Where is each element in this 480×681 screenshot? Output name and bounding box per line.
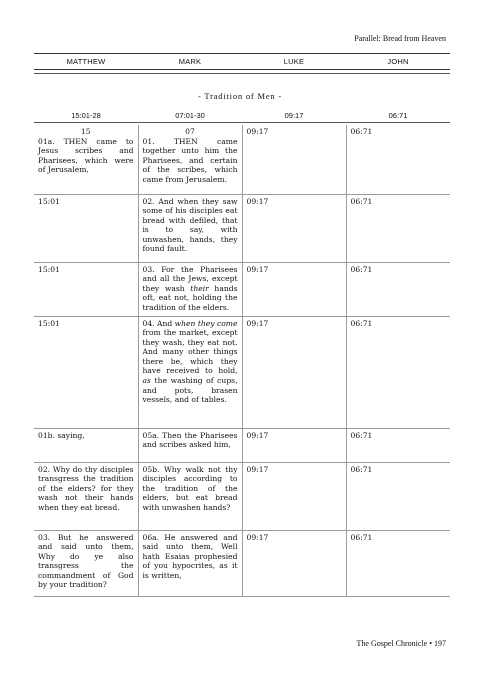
- luke-cell: 09:17: [242, 194, 346, 262]
- table-row: [34, 125, 450, 194]
- verse-text-italic: when they come: [174, 318, 238, 328]
- john-cell: 06:71: [346, 125, 450, 194]
- gospel-mark: MARK: [178, 57, 202, 66]
- table-row: [34, 530, 450, 596]
- verse-text: from the market, except they wash, they eat not. And many other things there be, which they have received to hold,: [142, 328, 238, 376]
- luke-cell: 09:17: [242, 125, 346, 194]
- john-cell: 06:71: [346, 530, 450, 596]
- ref-matthew: 15:01-28: [71, 111, 101, 120]
- matthew-cell: 01b. saying,: [34, 428, 138, 462]
- matthew-cell: 15:01: [34, 316, 138, 428]
- verse-text: 04. And: [142, 318, 175, 328]
- gospel-header-row: [34, 53, 450, 70]
- mark-cell: [138, 262, 242, 316]
- ref-luke: 09:17: [284, 111, 304, 120]
- ref-john: 06:71: [388, 111, 408, 120]
- luke-cell: 09:17: [242, 530, 346, 596]
- mark-cell: 02. And when they saw some of his disciples eat bread with defiled, that is to say, with unwashen, hands, they found fault.: [138, 194, 242, 262]
- matthew-cell: 15:01: [34, 194, 138, 262]
- luke-cell: 09:17: [242, 262, 346, 316]
- reference-row: [34, 110, 450, 123]
- table-row: [34, 462, 450, 530]
- verse-text: 01. THEN came together unto him the Pharisees, and certain of the scribes, which came from Jerusalem.: [142, 136, 238, 184]
- chapter-number: 07: [185, 127, 195, 136]
- ref-mark: 07:01-30: [175, 111, 205, 120]
- parallel-table: [34, 125, 450, 597]
- verse-text: 03. For the Pharisees and all the Jews, except they wash: [142, 264, 238, 293]
- john-cell: 06:71: [346, 194, 450, 262]
- mark-cell: [138, 316, 242, 428]
- verse-text: hands oft, eat not, holding the tradition of the elders.: [142, 283, 238, 312]
- table-row: [34, 194, 450, 262]
- matthew-cell: [34, 125, 138, 194]
- john-cell: 06:71: [346, 428, 450, 462]
- matthew-cell: 03. But he answered and said unto them, Why do ye also transgress the commandment of God by your tradition?: [34, 530, 138, 596]
- gospel-luke: LUKE: [283, 57, 305, 66]
- mark-cell: 06a. He answered and said unto them, Well hath Esaias prophesied of you hypocrites, as it is written,: [138, 530, 242, 596]
- verse-text: the washing of cups, and pots, brasen vessels, and of tables.: [142, 376, 238, 405]
- mark-cell: [138, 125, 242, 194]
- table-row: [34, 262, 450, 316]
- table-row: [34, 316, 450, 428]
- luke-cell: 09:17: [242, 428, 346, 462]
- luke-cell: 09:17: [242, 316, 346, 428]
- gospel-john: JOHN: [387, 57, 409, 66]
- john-cell: 06:71: [346, 262, 450, 316]
- matthew-cell: 02. Why do thy disciples transgress the tradition of the elders? for they wash not their hands when they eat bread.: [34, 462, 138, 530]
- table-row: [34, 428, 450, 462]
- verse-text: 01a. THEN came to Jesus scribes and Pharisees, which were of Jerusalem,: [38, 136, 134, 175]
- chapter-number: 15: [80, 127, 91, 136]
- luke-cell: 09:17: [242, 462, 346, 530]
- verse-text-italic: their: [190, 283, 209, 293]
- john-cell: 06:71: [346, 316, 450, 428]
- section-title: - Tradition of Men -: [198, 91, 282, 101]
- parallel-heading: Parallel: Bread from Heaven: [354, 34, 446, 43]
- matthew-cell: 15:01: [34, 262, 138, 316]
- divider: [34, 73, 450, 74]
- mark-cell: 05b. Why walk not thy disciples according to the tradition of the elders, but eat bread with unwashen hands?: [138, 462, 242, 530]
- verse-text-italic: as: [142, 376, 151, 386]
- page-footer: The Gospel Chronicle • 197: [356, 639, 446, 648]
- mark-cell: 05a. Then the Pharisees and scribes asked him,: [138, 428, 242, 462]
- john-cell: 06:71: [346, 462, 450, 530]
- gospel-matthew: MATTHEW: [66, 57, 106, 66]
